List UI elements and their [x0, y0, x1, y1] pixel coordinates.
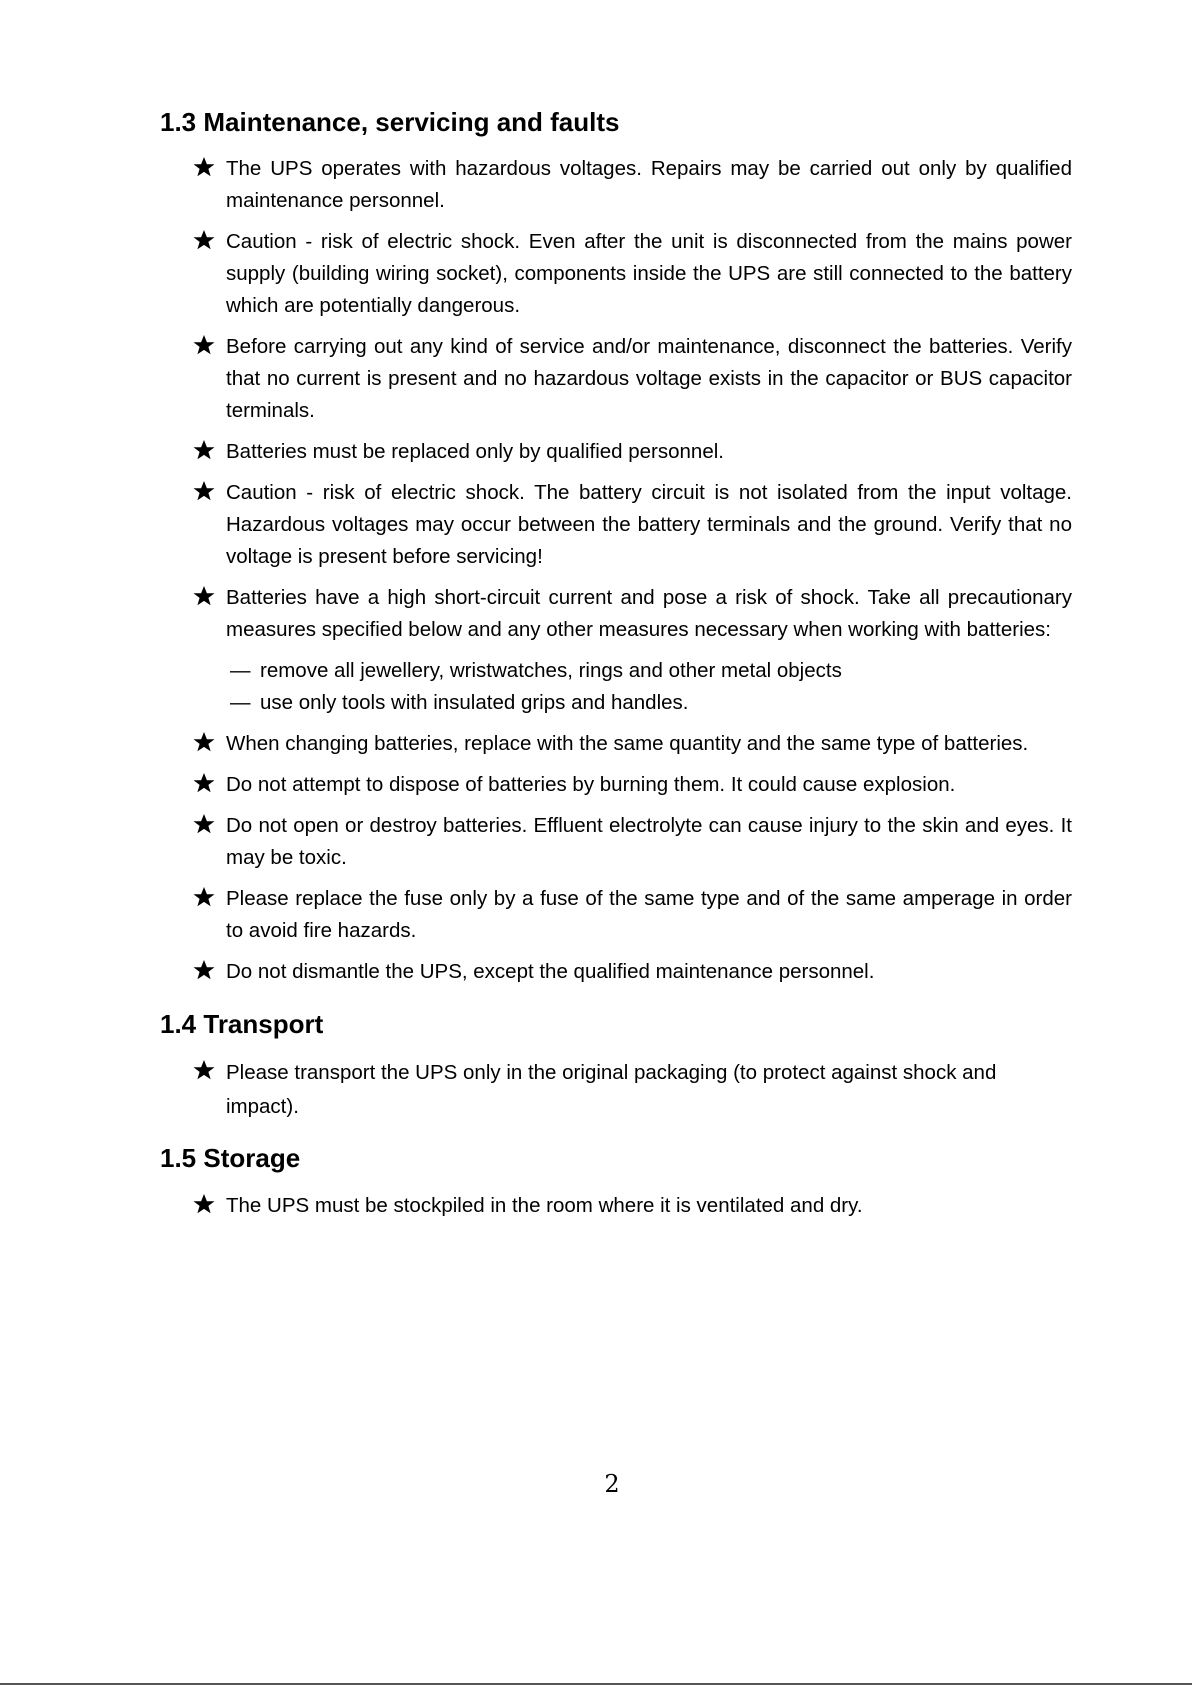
star-icon — [192, 771, 216, 795]
page-number: 2 — [604, 1470, 620, 1498]
dash-mark: — — [230, 691, 251, 714]
star-icon — [192, 812, 216, 836]
bullet-item — [160, 331, 1072, 427]
star-icon — [192, 885, 216, 909]
dash-mark: — — [230, 659, 251, 682]
bullet-text: Batteries have a high short-circuit current and pose a risk of shock. Take all precautionary measures specified below and any other measures necessary when working with batteries: — [226, 586, 1072, 641]
dash-text: use only tools with insulated grips and handles. — [260, 691, 689, 714]
star-icon — [192, 228, 216, 252]
battery-precautions-list — [160, 655, 1072, 719]
bullet-text: The UPS must be stockpiled in the room where it is ventilated and dry. — [226, 1194, 863, 1217]
section-heading-maintenance: 1.3 Maintenance, servicing and faults — [160, 107, 620, 137]
star-icon — [192, 155, 216, 179]
star-icon — [192, 730, 216, 754]
bullet-item — [160, 477, 1072, 573]
bullet-item — [160, 1056, 1072, 1124]
bullet-text: Caution - risk of electric shock. The battery circuit is not isolated from the input voltage. Hazardous voltages may occur between the battery terminals and the ground. Verify that no voltage is present before servicing! — [226, 481, 1072, 568]
bullet-text: Please transport the UPS only in the original packaging (to protect against shock and impact). — [226, 1061, 997, 1118]
bullet-item — [160, 728, 1072, 760]
bullet-item — [160, 582, 1072, 646]
bullet-item — [160, 810, 1072, 874]
star-icon — [192, 333, 216, 357]
bullet-text: Caution - risk of electric shock. Even after the unit is disconnected from the mains power supply (building wiring socket), components inside the UPS are still connected to the battery which are potentially dangerous. — [226, 230, 1072, 317]
star-icon — [192, 958, 216, 982]
dash-item — [160, 655, 1072, 687]
bullet-item — [160, 956, 1072, 988]
bullet-text: Batteries must be replaced only by qualified personnel. — [226, 440, 724, 463]
star-icon — [192, 438, 216, 462]
section-heading-storage: 1.5 Storage — [160, 1143, 301, 1173]
star-icon — [192, 479, 216, 503]
bullet-item — [160, 883, 1072, 947]
star-icon — [192, 1058, 216, 1082]
bullet-item — [160, 226, 1072, 322]
dash-item — [160, 687, 1072, 719]
star-icon — [192, 1192, 216, 1216]
bullet-text: Before carrying out any kind of service and/or maintenance, disconnect the batteries. Verify that no current is present and no hazardous voltage exists in the capacitor or BUS capacitor terminals. — [226, 335, 1072, 422]
bullet-text: Please replace the fuse only by a fuse of the same type and of the same amperage in order to avoid fire hazards. — [226, 887, 1072, 942]
page-content — [160, 104, 1072, 1222]
star-icon — [192, 584, 216, 608]
maintenance-bullet-list — [160, 153, 1072, 646]
bullet-text: Do not attempt to dispose of batteries by burning them. It could cause explosion. — [226, 773, 956, 796]
storage-bullet-list — [160, 1190, 1072, 1222]
bullet-item — [160, 1190, 1072, 1222]
bullet-text: When changing batteries, replace with the same quantity and the same type of batteries. — [226, 732, 1029, 755]
bullet-text: The UPS operates with hazardous voltages. Repairs may be carried out only by qualified maintenance personnel. — [226, 157, 1072, 212]
bullet-item — [160, 436, 1072, 468]
bullet-item — [160, 153, 1072, 217]
bullet-text: Do not open or destroy batteries. Effluent electrolyte can cause injury to the skin and eyes. It may be toxic. — [226, 814, 1072, 869]
transport-bullet-list — [160, 1056, 1072, 1124]
bullet-item — [160, 769, 1072, 801]
section-heading-transport: 1.4 Transport — [160, 1009, 324, 1039]
dash-text: remove all jewellery, wristwatches, rings and other metal objects — [260, 659, 842, 682]
maintenance-bullet-list-continued — [160, 728, 1072, 988]
bullet-text: Do not dismantle the UPS, except the qualified maintenance personnel. — [226, 960, 875, 983]
